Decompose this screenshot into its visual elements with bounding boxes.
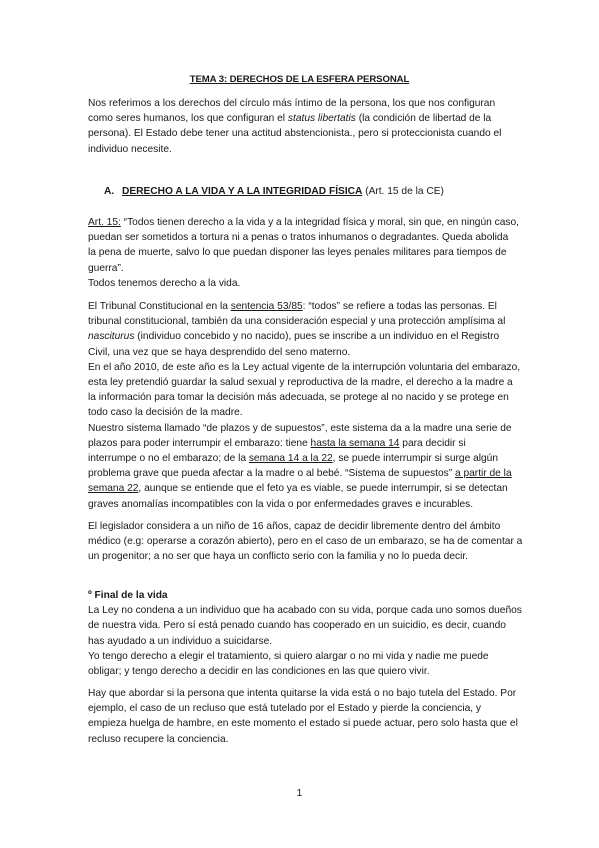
nasciturus-term: nasciturus (88, 331, 135, 343)
tribunal-paragraph: El Tribunal Constitucional en la sentencia 53/85: “todos” se refiere a todas las personas. El tribunal constitucional, también da una consideración especial y una protección amplísima al nasciturus (individuo concebido y no nacido), pues se inscribe a un individuo en el Registro Civil, una vez que se haya desprendido del seno materno. En el año 2010, de este año es la Ley actual vigente de la interrupción voluntaria del embarazo, esta ley pretendió guardar la salud sexual y reproductiva de la madre, el derecho a la madre a la información para tomar la decisión más adecuada, se protege al no nacido y se protege en todo caso la decisión de la madre. Nuestro sistema llamado “de plazos y de supuestos”, este sistema da a la madre una serie de plazos para poder interrumpir el embarazo: tiene hasta la semana 14 para decidir si interrumpe o no el embarazo; de la semana 14 a la 22, se puede interrumpir si surge algún problema grave que pueda afectar a la madre o al bebé. “Sistema de supuestos” a partir de la semana 22, aunque se entiende que el feto ya es viable, se puede interrumpir, si se detectan graves anomalías incompatibles con la vida o por enfermedades graves e incurables. (88, 301, 521, 510)
section-a-reference: (Art. 15 de la CE) (362, 186, 444, 197)
intro-line: persona). El Estado debe tener una actitud abstencionista., pero si proteccionista cuando el (88, 128, 502, 140)
page-number: 1 (296, 788, 303, 799)
intro-line: individuo necesite. (88, 143, 172, 155)
final-vida-heading: º Final de la vida (88, 590, 168, 601)
legislador-paragraph: El legislador considera a un niño de 16 años, capaz de decidir libremente dentro del ámbito médico (e.g: operarse a corazón abierto), pero en el caso de un embarazo, se ha de comentar a un progenitor; a no ser que haya un conflicto serio con la familia y no lo pueda decir. (88, 521, 523, 563)
abordar-paragraph: Hay que abordar si la persona que intenta quitarse la vida está o no bajo tutela del Estado. Por ejemplo, el caso de un recluso que está tutelado por el Estado y pierde la conciencia, y empieza huelga de hambre, en este momento el estado si puede actuar, pero solo hasta que el recluso recupere la conciencia. (88, 688, 518, 745)
art15-paragraph: Art. 15: “Todos tienen derecho a la vida y a la integridad física y moral, sin que, en ningún caso, puedan ser sometidos a tortura ni a penas o tratos inhumanos o degradantes. Queda abolida la pena de muerte, salvo lo que puedan disponer las leyes penales militares para tiempos de guerra”. Todos tenemos derecho a la vida. (88, 217, 519, 289)
intro-line: como seres humanos, los que configuran el status libertatis (la condición de libertad de la (88, 113, 492, 125)
intro-line: Nos referimos a los derechos del círculo más íntimo de la persona, los que nos configuran (88, 98, 496, 109)
sentencia-link: sentencia 53/85 (230, 301, 303, 312)
section-a-letter: A. (104, 186, 115, 197)
art15-label: Art. 15: (88, 217, 121, 228)
intro-paragraph (88, 96, 518, 157)
section-a-title: DERECHO A LA VIDA Y A LA INTEGRIDAD FÍSICA (122, 186, 363, 197)
final-vida-section: º Final de la vida La Ley no condena a un individuo que ha acabado con su vida, porque cada uno somos dueños de nuestra vida. Pero sí está penado cuando has cooperado en un suicidio, es decir, cuando has ayudado a un individuo a suicidarse. Yo tengo derecho a elegir el tratamiento, si quiero alargar o no mi vida y nadie me puede obligar; y tengo derecho a decidir en las condiciones en las que quiero vivir. (88, 590, 522, 678)
section-a-heading (104, 184, 444, 199)
page-title: TEMA 3: DERECHOS DE LA ESFERA PERSONAL (189, 74, 410, 85)
status-libertatis-term: status libertatis (287, 113, 356, 125)
